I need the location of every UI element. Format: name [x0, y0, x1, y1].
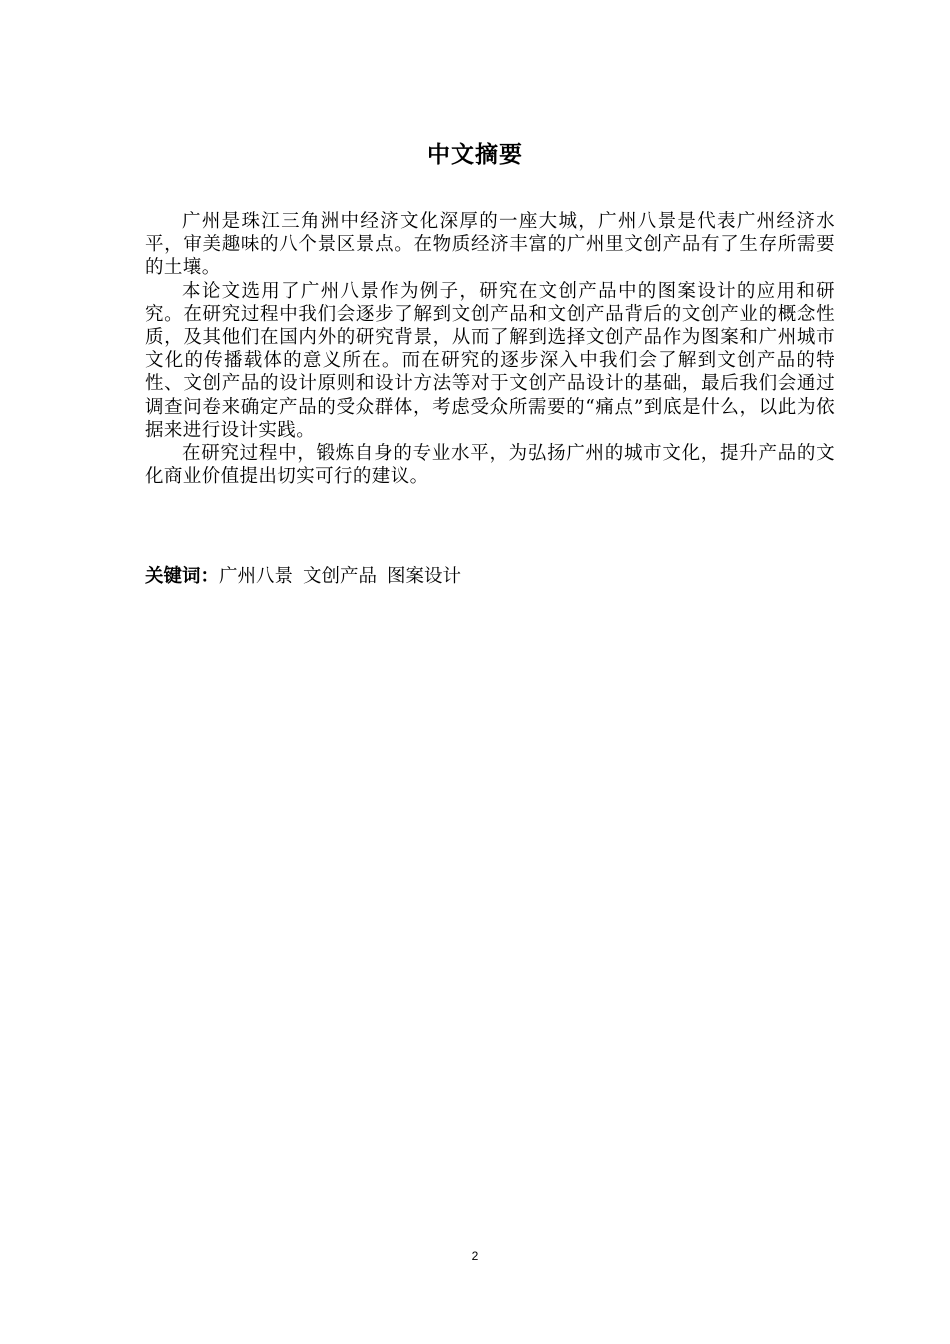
abstract-body: [145, 210, 835, 488]
keywords-label: 关键词：: [145, 566, 220, 587]
abstract-paragraph-2: 本论文选用了广州八景作为例子，研究在文创产品中的图案设计的应用和研究。在研究过程中我们会逐步了解到文创产品和文创产品背后的文创产业的概念性质，及其他们在国内外的研究背景，从而了解到选择文创产品作为图案和广州城市文化的传播载体的意义所在。而在研究的逐步深入中我们会了解到文创产品的特性、文创产品的设计原则和设计方法等对于文创产品设计的基础，最后我们会通过调查问卷来确定产品的受众群体，考虑受众所需要的“痛点”到底是什么，以此为依据来进行设计实践。: [145, 280, 835, 441]
page-number: 2: [471, 1249, 479, 1263]
keyword-1: 广州八景: [219, 566, 294, 587]
keyword-2: 文创产品: [303, 566, 378, 587]
keywords-line: [145, 564, 835, 590]
keyword-3: 图案设计: [387, 566, 462, 587]
abstract-paragraph-3: 在研究过程中，锻炼自身的专业水平，为弘扬广州的城市文化，提升产品的文化商业价值提出切实可行的建议。: [145, 443, 835, 488]
page-title: 中文摘要: [427, 142, 523, 169]
abstract-paragraph-1: 广州是珠江三角洲中经济文化深厚的一座大城，广州八景是代表广州经济水平，审美趣味的八个景区景点。在物质经济丰富的广州里文创产品有了生存所需要的土壤。: [145, 211, 835, 279]
